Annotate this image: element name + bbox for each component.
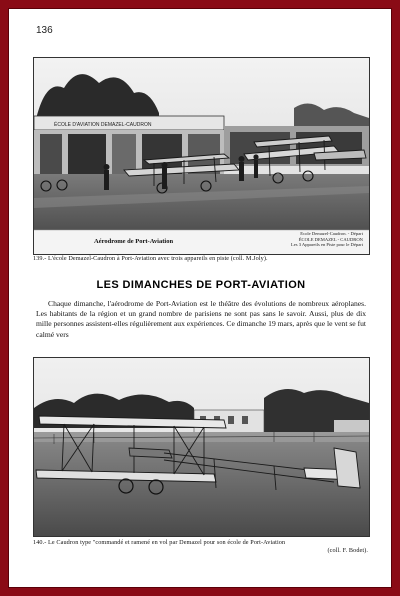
book-page — [8, 8, 392, 588]
postcard-line-3: Les 3 Appareils en Piste pour le Départ — [290, 242, 363, 248]
caudron-biplane-image — [34, 358, 369, 536]
postcard-title: Aérodrome de Port-Aviation — [94, 238, 174, 245]
body-paragraph: Chaque dimanche, l'aérodrome de Port-Aviation est le théâtre des évolutions de nombreux aéroplanes. Les habitants de la région et un grand nombre de parisiens ne sont pas sans le savoir. Aussi, plus de dix mille personnes assistent-elles régulièrement aux expériences. Ce dimanche 19 mars, après que le vent se fut calmé vers — [36, 299, 367, 339]
hangar-photo-image — [34, 58, 369, 254]
bottom-photo-caption — [33, 539, 368, 554]
postcard-subtitle — [213, 231, 363, 248]
postcard-line-1: Ecole Demazel-Caudron. - Départ — [300, 231, 363, 236]
top-photo — [33, 57, 370, 255]
postcard-line-2: ÉCOLE DEMAZEL - CAUDRON — [298, 236, 363, 242]
bottom-photo — [33, 357, 370, 537]
page-number: 136 — [36, 25, 53, 36]
hangar-sign: ÉCOLE D'AVIATION DEMAZEL-CAUDRON — [54, 122, 152, 128]
top-photo-caption: 139.- L'école Demazel-Caudron à Port-Aviation avec trois appareils en piste (coll. M.Joly). — [33, 255, 268, 262]
bottom-caption-line-2: (coll. F. Bodet). — [327, 546, 368, 554]
section-title: LES DIMANCHES DE PORT-AVIATION — [96, 279, 306, 291]
bottom-caption-line-1: 140.- Le Caudron type "commandé et ramené en vol par Demazel pour son école de Port-Aviation — [33, 539, 286, 546]
